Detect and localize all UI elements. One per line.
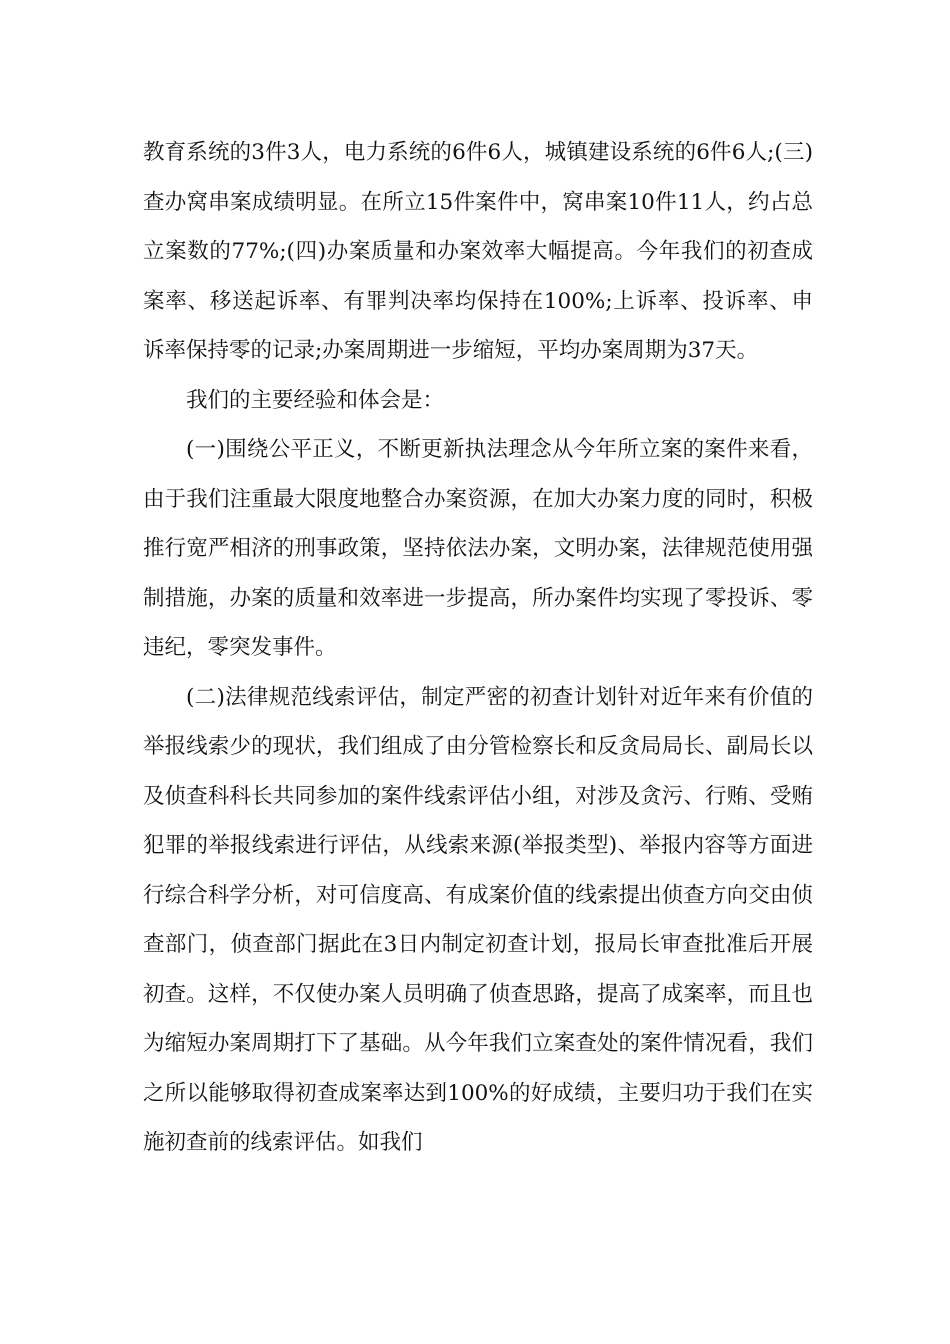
- paragraph-experience-intro: 我们的主要经验和体会是：: [186, 387, 445, 413]
- paragraph-continuation: 教育系统的3件3人，电力系统的6件6人，城镇建设系统的6件6人;(三)查办窝串案成绩明显。在所立15件案件中，窝串案10件11人，约占总立案数的77%;(四)办案质量和办案效率大幅提高。今年我们的初查成案率、移送起诉率、有罪判决率均保持在100%;上诉率、投诉率、申诉率保持零的记录;办案周期进一步缩短，平均办案周期为37天。: [143, 140, 813, 363]
- paragraph-point-one: (一)围绕公平正义，不断更新执法理念从今年所立案的案件来看，由于我们注重最大限度地整合办案资源，在加大办案力度的同时，积极推行宽严相济的刑事政策，坚持依法办案，文明办案，法律规范使用强制措施，办案的质量和效率进一步提高，所办案件均实现了零投诉、零违纪，零突发事件。: [143, 437, 813, 660]
- document-body: [143, 128, 813, 1168]
- paragraph-point-two: (二)法律规范线索评估，制定严密的初查计划针对近年来有价值的举报线索少的现状，我们组成了由分管检察长和反贪局局长、副局长以及侦查科科长共同参加的案件线索评估小组，对涉及贪污、行贿、受贿犯罪的举报线索进行评估，从线索来源(举报类型)、举报内容等方面进行综合科学分析，对可信度高、有成案价值的线索提出侦查方向交由侦查部门，侦查部门据此在3日内制定初查计划，报局长审查批准后开展初查。这样，不仅使办案人员明确了侦查思路，提高了成案率，而且也为缩短办案周期打下了基础。从今年我们立案查处的案件情况看，我们之所以能够取得初查成案率达到100%的好成绩，主要归功于我们在实施初查前的线索评估。如我们: [143, 684, 813, 1155]
